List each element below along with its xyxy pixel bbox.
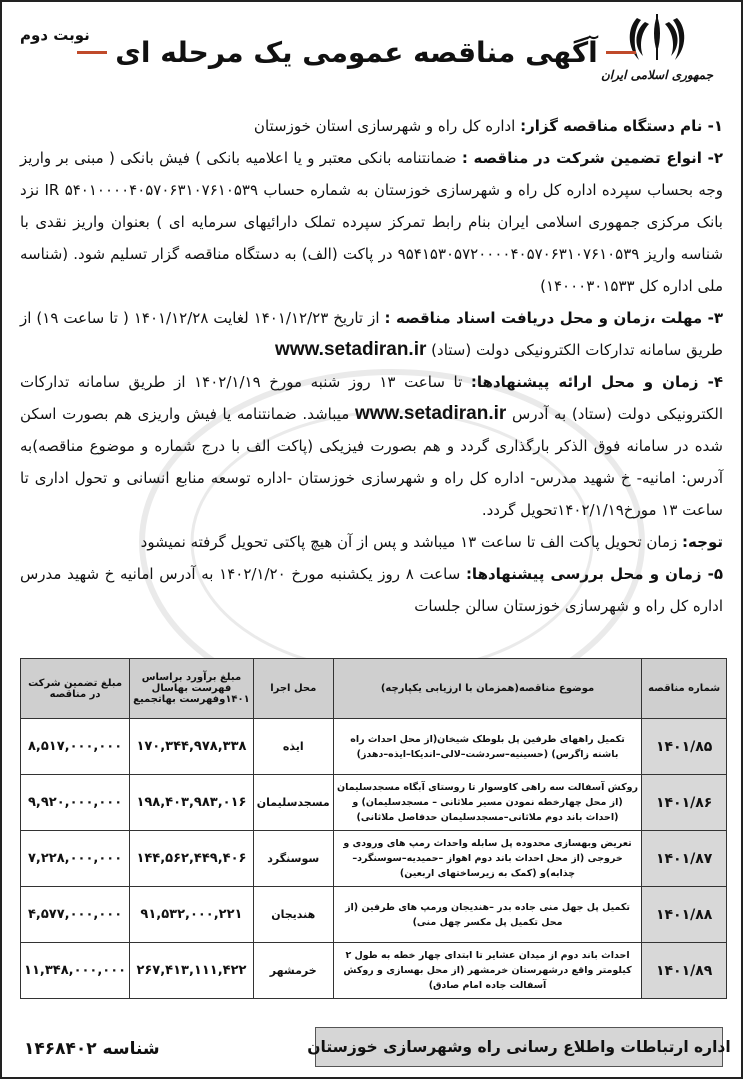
section-3-url[interactable]: www.setadiran.ir xyxy=(275,339,427,360)
col-location-header: محل اجرا xyxy=(253,659,333,719)
tender-table xyxy=(20,658,727,999)
round-badge: نوبت دوم xyxy=(20,26,90,44)
header xyxy=(10,10,733,94)
section-5-label: ۵- زمان و محل بررسی پیشنهادها: xyxy=(465,565,724,583)
table-row xyxy=(21,775,727,831)
table-row xyxy=(21,887,727,943)
cell-location: سوسنگرد xyxy=(253,831,333,887)
note-label: توجه: xyxy=(682,533,723,551)
section-3-text: از تاریخ ۱۴۰۱/۱۲/۲۳ لغایت ۱۴۰۱/۱۲/۲۸ ( تا ساعت ۱۹) از طریق سامانه تدارکات الکترونیکی دولت (ستاد) xyxy=(20,309,723,359)
title-rule-right xyxy=(606,51,636,54)
cell-location: ایذه xyxy=(253,719,333,775)
cell-estimate: ۱۴۴,۵۶۲,۴۴۹,۴۰۶ xyxy=(130,831,254,887)
cell-guarantee: ۹,۹۲۰,۰۰۰,۰۰۰ xyxy=(21,775,130,831)
cell-estimate: ۱۹۸,۴۰۳,۹۸۳,۰۱۶ xyxy=(130,775,254,831)
table-row xyxy=(21,719,727,775)
section-4-url[interactable]: www.setadiran.ir xyxy=(354,403,507,424)
section-5-text: ساعت ۸ روز یکشنبه مورخ ۱۴۰۲/۱/۲۰ به آدرس امانیه خ شهید مدرس اداره کل راه و شهرسازی خوزستان سالن جلسات xyxy=(20,565,723,615)
section-1 xyxy=(20,110,723,142)
cell-location: خرمشهر xyxy=(253,943,333,999)
cell-number: ۱۴۰۱/۸۵ xyxy=(642,719,727,775)
emblem-caption: جمهوری اسلامی ایران xyxy=(600,68,714,82)
section-2 xyxy=(20,142,723,302)
section-4-text-b: میباشد. ضمانتنامه یا فیش واریزی هم بصورت اسکن شده در سامانه فوق الذکر بارگذاری گردد و هم بصورت فیزیکی (پاکت الف با درج شماره و موضوع مناقصه)به آدرس: امانیه- خ شهید مدرس- اداره کل راه و شهرسازی خوزستان -اداره توسعه منابع انسانی و تحول اداری تا ساعت ۱۳ مورخ۱۴۰۲/۱/۱۹تحویل گردد. xyxy=(20,405,723,519)
cell-estimate: ۲۶۷,۴۱۳,۱۱۱,۴۲۲ xyxy=(130,943,254,999)
notice-body xyxy=(20,110,723,622)
section-1-label: ۱- نام دستگاه مناقصه گزار: xyxy=(520,117,723,135)
section-2-text: ضمانتنامه بانکی معتبر و یا اعلامیه بانکی ) فیش بانکی ( مبنی بر واریز وجه بحساب سپرده اداره کل راه و شهرسازی خوزستان به شماره حساب ۵۴۰۱۰۰۰۰۴۰۵۷۰۶۳۱۰۷۶۱۰۵۳۹ IR نزد بانک مرکزی جمهوری اسلامی ایران بنام رابط تمرکز سپرده تملک دارائیهای سرمایه ای ) بعنوان واریز نقدی با شناسه واریز ۹۵۴۱۵۳۰۵۷۲۰۰۰۰۴۰۵۷۰۶۳۱۰۷۶۱۰۵۳۹ در پاکت (الف) به دستگاه مناقصه گزار تسلیم شود. (شناسه ملی اداره کل ۱۴۰۰۰۳۰۱۵۳۳) xyxy=(20,149,724,295)
cell-topic: تکمیل راههای طرفین پل بلوطک شیخان(از محل احداث راه باشنه زاگرس) (حسینیه–سردشت–لالی–اندیکا–ایذه–دهدز) xyxy=(333,719,642,775)
cell-topic: تکمیل پل جهل منی جاده بدر –هندیجان ورمپ های طرفین (از محل تکمیل پل مکسر چهل منی) xyxy=(333,887,642,943)
table-row xyxy=(21,831,727,887)
note-text: زمان تحویل پاکت الف تا ساعت ۱۳ میباشد و پس از آن هیچ پاکتی تحویل گرفته نمیشود xyxy=(140,533,683,551)
cell-location: مسجدسلیمان xyxy=(253,775,333,831)
section-2-label: ۲- انواع تضمین شرکت در مناقصه : xyxy=(461,149,724,167)
section-3-label: ۳- مهلت ،زمان و محل دریافت اسناد مناقصه : xyxy=(384,309,723,327)
col-estimate-header: مبلغ برآورد براساس فهرست بهاسال ۱۴۰۱وفهرست بهاتجمیع xyxy=(130,659,254,719)
cell-guarantee: ۴,۵۷۷,۰۰۰,۰۰۰ xyxy=(21,887,130,943)
section-1-text: اداره کل راه و شهرسازی استان خوزستان xyxy=(253,117,521,135)
section-5 xyxy=(20,558,723,622)
cell-estimate: ۱۷۰,۳۴۴,۹۷۸,۳۳۸ xyxy=(130,719,254,775)
section-4 xyxy=(20,366,723,526)
note xyxy=(20,526,723,558)
cell-topic: روکش آسفالت سه راهی کاوسوار تا روستای آبگاه مسجدسلیمان (از محل چهارخطه نمودن مسیر ملاثانی – مسجدسلیمان) و (احداث باند دوم ملاثانی–مسجدسلیمان حدفاصل ملاثانی) xyxy=(333,775,642,831)
cell-number: ۱۴۰۱/۸۷ xyxy=(642,831,727,887)
cell-topic: احداث باند دوم از میدان عشایر تا ابتدای چهار خطه به طول ۲ کیلومتر واقع درشهرستان خرمشهر (از محل بهسازی و روکش آسفالت جاده امام صادق) xyxy=(333,943,642,999)
section-4-label: ۴- زمان و محل ارائه پیشنهادها: xyxy=(470,373,723,391)
cell-guarantee: ۷,۲۲۸,۰۰۰,۰۰۰ xyxy=(21,831,130,887)
col-guarantee-header: مبلغ تضمین شرکت در مناقصه xyxy=(21,659,130,719)
cell-guarantee: ۸,۵۱۷,۰۰۰,۰۰۰ xyxy=(21,719,130,775)
cell-guarantee: ۱۱,۳۴۸,۰۰۰,۰۰۰ xyxy=(21,943,130,999)
cell-number: ۱۴۰۱/۸۶ xyxy=(642,775,727,831)
section-3 xyxy=(20,302,723,366)
col-topic-header: موضوع مناقصه(همزمان با ارزیابی یکپارچه) xyxy=(333,659,642,719)
col-number-header: شماره مناقصه xyxy=(642,659,727,719)
cell-number: ۱۴۰۱/۸۸ xyxy=(642,887,727,943)
title-wrap xyxy=(115,30,598,74)
table-header-row xyxy=(21,659,727,719)
office-footer: اداره ارتباطات واطلاع رسانی راه وشهرسازی خوزستان xyxy=(315,1027,723,1067)
cell-topic: تعریض وبهسازی محدوده پل سابله واحداث رمپ های ورودی و خروجی (از محل احداث باند دوم اهواز –حمیدیه–سوسنگرد–چذابه)و (کمک به زیرساختهای اربعین) xyxy=(333,831,642,887)
table-row xyxy=(21,943,727,999)
cell-estimate: ۹۱,۵۳۲,۰۰۰,۲۲۱ xyxy=(130,887,254,943)
section-4-text-a: تا ساعت ۱۳ روز شنبه مورخ ۱۴۰۲/۱/۱۹ از طریق سامانه تدارکات الکترونیکی دولت (ستاد) به آدرس xyxy=(20,373,724,423)
iran-emblem-icon xyxy=(625,12,689,66)
page-title: آگهی مناقصه عمومی یک مرحله ای xyxy=(115,35,598,69)
title-rule-left xyxy=(77,51,107,54)
notice-id: شناسه ۱۴۶۸۴۰۲ xyxy=(24,1039,160,1059)
cell-number: ۱۴۰۱/۸۹ xyxy=(642,943,727,999)
cell-location: هندیجان xyxy=(253,887,333,943)
